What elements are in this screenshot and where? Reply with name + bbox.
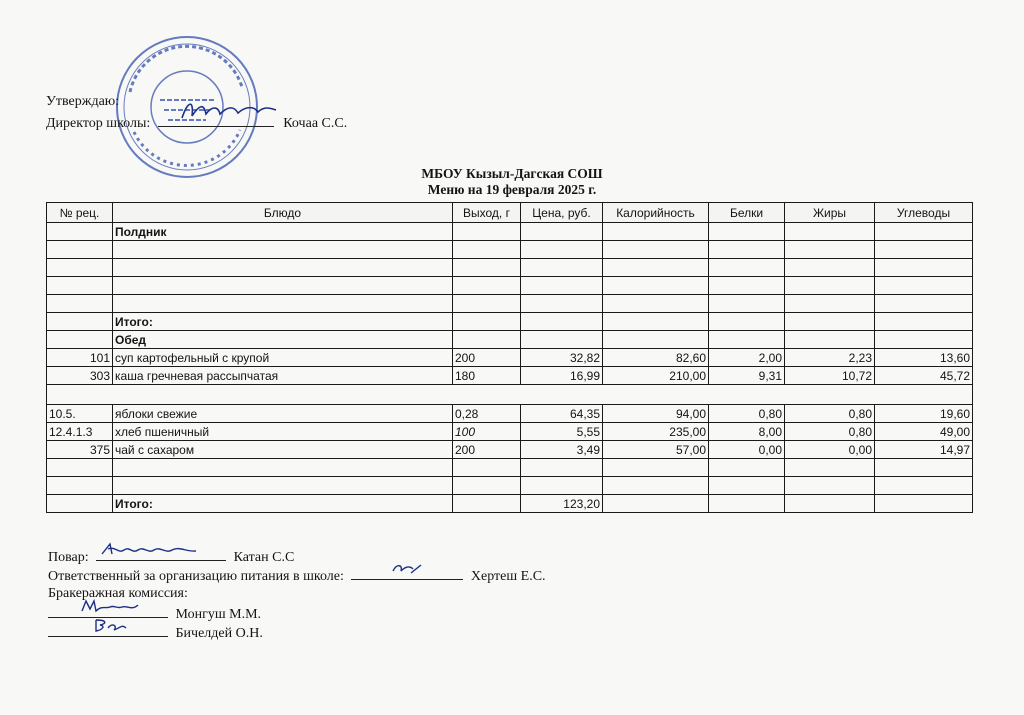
empty-row [47, 259, 973, 277]
cell-rec: 303 [47, 367, 113, 385]
menu-date-title: Меню на 19 февраля 2025 г. [427, 182, 597, 197]
cell-dish: суп картофельный с крупой [113, 349, 453, 367]
school-title: МБОУ Кызыл-Дагская СОШ [421, 166, 603, 181]
cell-carb: 49,00 [875, 423, 973, 441]
cell-carb: 19,60 [875, 405, 973, 423]
approval-block [46, 92, 347, 134]
director-name: Кочаа С.С. [283, 116, 348, 131]
cell-prot: 0,00 [709, 441, 785, 459]
col-header: Калорийность [603, 203, 709, 223]
commission-label: Бракеражная комиссия: [48, 586, 188, 601]
empty-row [47, 477, 973, 495]
signatures-block [48, 546, 546, 641]
empty-row [47, 277, 973, 295]
responsible-line [48, 565, 546, 584]
member1-signature [48, 597, 168, 617]
cell-price: 32,82 [521, 349, 603, 367]
col-header: Блюдо [113, 203, 453, 223]
empty-row [47, 295, 973, 313]
section-row-snack [47, 223, 973, 241]
empty-row [47, 241, 973, 259]
cell-prot: 0,80 [709, 405, 785, 423]
cook-name: Катан С.С [233, 550, 295, 565]
cell-fat: 0,80 [785, 405, 875, 423]
cell-prot: 9,31 [709, 367, 785, 385]
cell-out: 200 [453, 349, 521, 367]
col-header: Выход, г [453, 203, 521, 223]
cell-cal: 82,60 [603, 349, 709, 367]
cell-price: 64,35 [521, 405, 603, 423]
total-label: Итого: [113, 313, 453, 331]
cell-dish: хлеб пшеничный [113, 423, 453, 441]
section-label: Обед [113, 331, 453, 349]
director-signature [178, 96, 288, 124]
cell-carb: 45,72 [875, 367, 973, 385]
approve-label: Утверждаю: [46, 94, 120, 109]
responsible-label: Ответственный за организацию питания в школе: [48, 569, 344, 584]
cell-cal: 235,00 [603, 423, 709, 441]
cell-price: 16,99 [521, 367, 603, 385]
section-row-lunch [47, 331, 973, 349]
total-row-snack [47, 313, 973, 331]
cook-signature-line [96, 546, 226, 561]
menu-table [46, 202, 973, 513]
director-signature-line [158, 112, 274, 127]
member2-signature-line [48, 622, 168, 637]
member1-name: Монгуш М.М. [175, 607, 262, 622]
col-header: Жиры [785, 203, 875, 223]
empty-row [47, 385, 973, 405]
cell-price: 5,55 [521, 423, 603, 441]
total-row-lunch [47, 495, 973, 513]
col-header: Углеводы [875, 203, 973, 223]
cell-out: 180 [453, 367, 521, 385]
cell-carb: 14,97 [875, 441, 973, 459]
responsible-signature [351, 559, 461, 579]
empty-row [47, 459, 973, 477]
cell-dish: яблоки свежие [113, 405, 453, 423]
cook-signature [96, 540, 216, 560]
cell-rec: 375 [47, 441, 113, 459]
director-line [46, 112, 347, 134]
director-label: Директор школы: [46, 116, 151, 131]
cell-fat: 10,72 [785, 367, 875, 385]
col-header: Цена, руб. [521, 203, 603, 223]
cell-out: 200 [453, 441, 521, 459]
table-row [47, 405, 973, 423]
col-header: Белки [709, 203, 785, 223]
cell-prot: 8,00 [709, 423, 785, 441]
table-row [47, 367, 973, 385]
cell-fat: 2,23 [785, 349, 875, 367]
cell-carb: 13,60 [875, 349, 973, 367]
section-label: Полдник [113, 223, 453, 241]
cell-prot: 2,00 [709, 349, 785, 367]
cell-dish: чай с сахаром [113, 441, 453, 459]
table-row [47, 349, 973, 367]
cook-label: Повар: [48, 550, 89, 565]
cell-out: 100 [453, 423, 521, 441]
cell-rec: 101 [47, 349, 113, 367]
cell-cal: 94,00 [603, 405, 709, 423]
member2-line [48, 622, 546, 641]
cell-fat: 0,80 [785, 423, 875, 441]
cell-dish: каша гречневая рассыпчатая [113, 367, 453, 385]
member2-signature [48, 616, 168, 636]
col-header: № рец. [47, 203, 113, 223]
member2-name: Бичелдей О.Н. [175, 626, 263, 641]
cell-cal: 210,00 [603, 367, 709, 385]
table-row [47, 441, 973, 459]
table-row [47, 423, 973, 441]
cell-price: 3,49 [521, 441, 603, 459]
cook-line [48, 546, 546, 565]
table-header-row [47, 203, 973, 223]
cell-fat: 0,00 [785, 441, 875, 459]
cell-cal: 57,00 [603, 441, 709, 459]
cell-rec: 10.5. [47, 405, 113, 423]
total-label: Итого: [113, 495, 453, 513]
responsible-signature-line [351, 565, 463, 580]
responsible-name: Хертеш Е.С. [470, 569, 546, 584]
cell-rec: 12.4.1.3 [47, 423, 113, 441]
cell-out: 0,28 [453, 405, 521, 423]
total-price: 123,20 [521, 495, 603, 513]
